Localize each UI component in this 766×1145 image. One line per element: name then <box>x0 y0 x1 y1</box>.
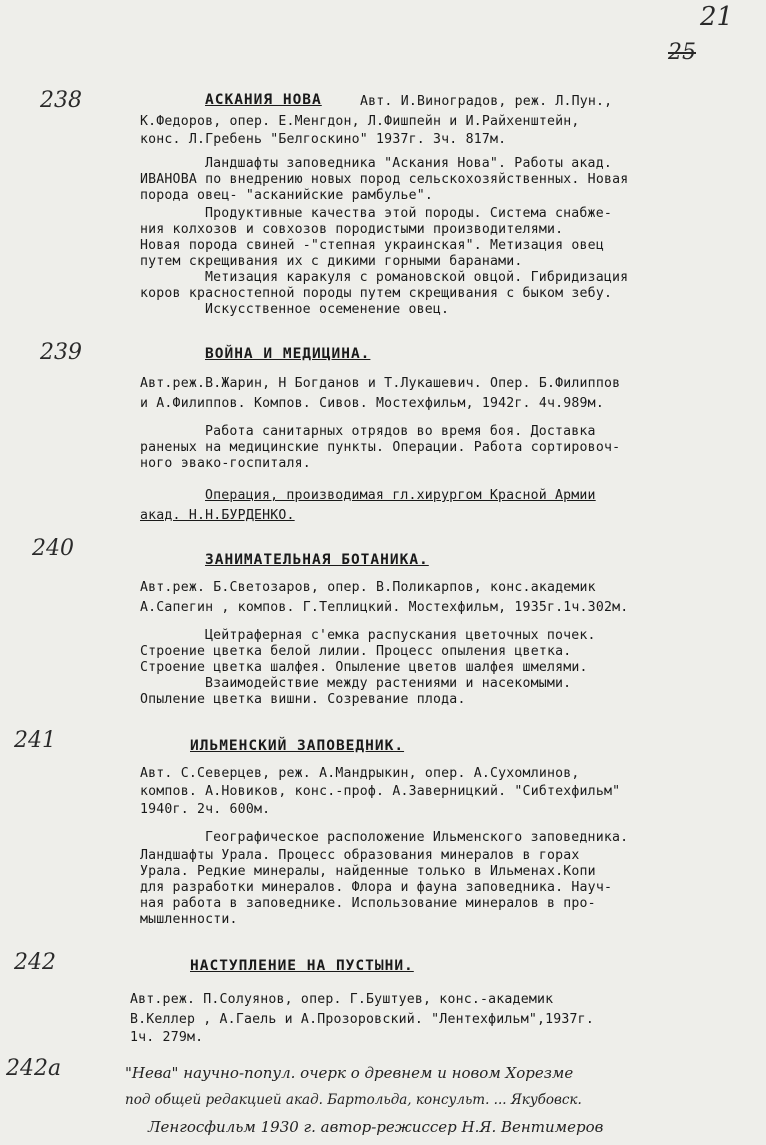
entry-description-line: Цейтраферная с'емка распускания цветочных почек. <box>205 628 596 643</box>
entry-description-line: раненых на медицинские пункты. Операции. Работа сортировоч- <box>140 440 621 455</box>
entry-description-line: для разработки минералов. Флора и фауна заповедника. Науч- <box>140 880 613 895</box>
entry-description-line: Строение цветка шалфея. Опыление цветов шалфея шмелями. <box>140 660 588 675</box>
entry-number: 239 <box>40 340 82 365</box>
entry-description-line: Строение цветка белой лилии. Процесс опыления цветка. <box>140 644 572 659</box>
entry-description-line: коров красностепной породы путем скрещивания с быком зебу. <box>140 286 613 301</box>
entry-description-line: ния колхозов и совхозов породистыми производителями. <box>140 222 564 237</box>
entry-title: ВОЙНА И МЕДИЦИНА. <box>205 346 371 362</box>
entry-credits-line: А.Сапегин , компов. Г.Теплицкий. Мостехфильм, 1935г.1ч.302м. <box>140 600 629 615</box>
entry-description-line: Искусственное осеменение овец. <box>205 302 450 317</box>
entry-credits-line: Авт. С.Северцев, реж. А.Мандрыкин, опер. А.Сухомлинов, <box>140 766 580 781</box>
addendum-line: под общей редакцией акад. Бартольда, консульт. ... Якубовск. <box>125 1092 582 1108</box>
page-number-crossed: 25 <box>668 40 696 65</box>
entry-credits-line: и А.Филиппов. Компов. Сивов. Мостехфильм, 1942г. 4ч.989м. <box>140 396 604 411</box>
entry-description-line: Продуктивные качества этой породы. Система снабже- <box>205 206 612 221</box>
entry-description-line: Новая порода свиней -"степная украинская". Метизация овец <box>140 238 604 253</box>
entry-number: 238 <box>40 88 82 113</box>
entry-credits-line: Авт.реж.В.Жарин, Н Богданов и Т.Лукашевич. Опер. Б.Филиппов <box>140 376 621 391</box>
entry-credits-line: 1ч. 279м. <box>130 1030 204 1045</box>
entry-credits-line: Авт. И.Виноградов, реж. Л.Пун., <box>360 94 613 109</box>
entry-credits-line: Авт.реж. Б.Светозаров, опер. В.Поликарпов, конс.академик <box>140 580 596 595</box>
entry-credits-line: Авт.реж. П.Солуянов, опер. Г.Буштуев, конс.-академик <box>130 992 554 1007</box>
entry-credits-line: конс. Л.Гребень "Белгоскино" 1937г. 3ч. 817м. <box>140 132 507 147</box>
entry-note-line: акад. Н.Н.БУРДЕНКО. <box>140 508 295 523</box>
entry-number: 240 <box>32 536 74 561</box>
entry-description-line: ного эвако-госпиталя. <box>140 456 311 471</box>
entry-description-line: Ландшафты Урала. Процесс образования минералов в горах <box>140 848 580 863</box>
entry-description-line: путем скрещивания их с дикими горными баранами. <box>140 254 523 269</box>
entry-description-line: мышленности. <box>140 912 238 927</box>
entry-credits-line: 1940г. 2ч. 600м. <box>140 802 271 817</box>
entry-number: 242 <box>14 950 56 975</box>
entry-description-line: Географическое расположение Ильменского заповедника. <box>205 830 629 845</box>
entry-title: ИЛЬМЕНСКИЙ ЗАПОВЕДНИК. <box>190 738 405 754</box>
entry-description-line: Ландшафты заповедника "Аскания Нова". Работы акад. <box>205 156 612 171</box>
entry-description-line: порода овец- "асканийские рамбулье". <box>140 188 434 203</box>
entry-note-line: Операция, производимая гл.хирургом Красной Армии <box>205 488 596 503</box>
entry-credits-line: компов. А.Новиков, конс.-проф. А.Заверницкий. "Сибтехфильм" <box>140 784 621 799</box>
addendum-line: Ленгосфильм 1930 г. автор-режиссер Н.Я. Вентимеров <box>148 1118 604 1136</box>
addendum-line: "Нева" научно-попул. очерк о древнем и новом Хорезме <box>125 1064 574 1082</box>
entry-credits-line: В.Келлер , А.Гаель и А.Прозоровский. "Лентехфильм",1937г. <box>130 1012 594 1027</box>
entry-description-line: Взаимодействие между растениями и насекомыми. <box>205 676 572 691</box>
entry-description-line: Работа санитарных отрядов во время боя. Доставка <box>205 424 596 439</box>
page-number: 21 <box>700 2 734 32</box>
entry-description-line: ная работа в заповеднике. Использование минералов в про- <box>140 896 596 911</box>
entry-number: 241 <box>14 728 56 753</box>
entry-description-line: Урала. Редкие минералы, найденные только в Ильменах.Копи <box>140 864 596 879</box>
addendum-number: 242а <box>6 1056 62 1081</box>
entry-credits-line: К.Федоров, опер. Е.Менгдон, Л.Фишпейн и И.Райхенштейн, <box>140 114 580 129</box>
entry-description-line: ИВАНОВА по внедрению новых пород сельскохозяйственных. Новая <box>140 172 629 187</box>
entry-title: ЗАНИМАТЕЛЬНАЯ БОТАНИКА. <box>205 552 429 568</box>
entry-description-line: Метизация каракуля с романовской овцой. Гибридизация <box>205 270 629 285</box>
entry-title: НАСТУПЛЕНИЕ НА ПУСТЫНИ. <box>190 958 414 974</box>
entry-description-line: Опыление цветка вишни. Созревание плода. <box>140 692 466 707</box>
entry-title: АСКАНИЯ НОВА <box>205 92 322 108</box>
